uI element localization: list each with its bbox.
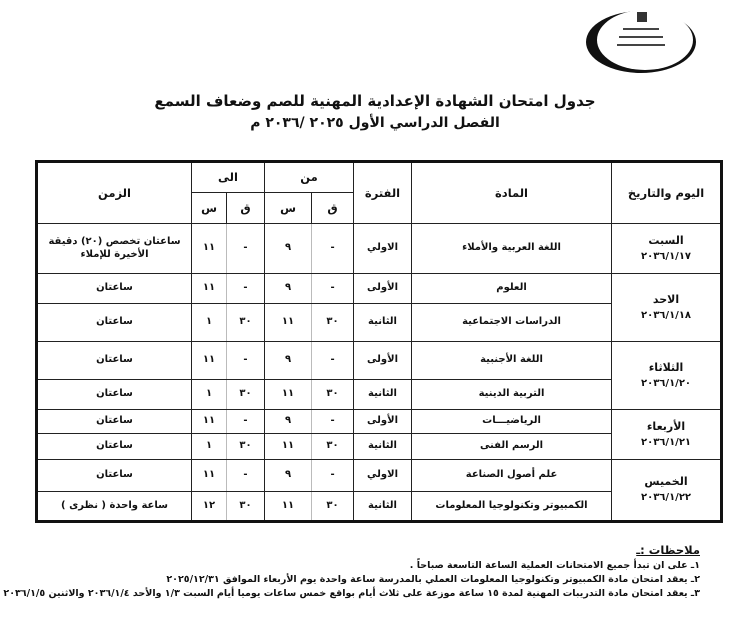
duration-cell: ساعة واحدة ( نظرى )	[37, 492, 192, 522]
day-name: السبت	[648, 233, 684, 247]
period-cell: الاولي	[354, 224, 412, 274]
from-hour-cell: ٩	[265, 274, 312, 304]
subject-cell: اللغة العربية والأملاء	[412, 224, 612, 274]
subject-cell: الرياضيـــات	[412, 410, 612, 434]
note-item: ٢ـ يعقد امتحان مادة الكمبيوتر وتكنولوجيا المعلومات العملي بالمدرسة ساعة واحدة يوم الأربعاء الموافق ٢٠٢٥/١٢/٣١	[166, 574, 700, 585]
header-subject: المادة	[412, 162, 612, 224]
table-row	[37, 274, 722, 304]
day-date: ٢٠٣٦/١/٢١	[641, 436, 692, 448]
day-date: ٢٠٣٦/١/١٧	[641, 250, 692, 262]
from-minute-cell: -	[312, 224, 354, 274]
table-row	[37, 410, 722, 434]
duration-cell: ساعتان تخصص (٢٠) دقيقة الأخيرة للإملاء	[37, 224, 192, 274]
subject-cell: العلوم	[412, 274, 612, 304]
subject-cell: الكمبيوتر وتكنولوجيا المعلومات	[412, 492, 612, 522]
note-item: ٣ـ يعقد امتحان مادة التدريبات المهنية لمدة ١٥ ساعة موزعة على ثلاث أيام بواقع خمس ساعات يوميا أيام السبت ١/٣ والأحد ٢٠٣٦/١/٤ والاثنين ٢٠٣٦/١/٥	[3, 588, 700, 599]
from-hour-cell: ١١	[265, 380, 312, 410]
to-hour-cell: ١١	[192, 274, 227, 304]
day-name: الثلاثاء	[648, 360, 684, 374]
to-minute-cell: ٣٠	[227, 304, 265, 342]
exam-schedule-table	[35, 160, 723, 523]
header-to-hour: س	[192, 193, 227, 224]
subject-cell: اللغة الأجنبية	[412, 342, 612, 380]
subject-cell: الدراسات الاجتماعية	[412, 304, 612, 342]
to-minute-cell: -	[227, 274, 265, 304]
subject-cell: علم أصول الصناعة	[412, 460, 612, 492]
ministry-logo	[583, 6, 699, 74]
header-from-hour: س	[265, 193, 312, 224]
day-cell	[612, 460, 722, 522]
from-hour-cell: ١١	[265, 434, 312, 460]
day-date: ٢٠٣٦/١/١٨	[641, 309, 692, 321]
to-minute-cell: -	[227, 460, 265, 492]
to-hour-cell: ١٢	[192, 492, 227, 522]
from-minute-cell: -	[312, 342, 354, 380]
day-cell	[612, 342, 722, 410]
from-minute-cell: -	[312, 274, 354, 304]
day-cell	[612, 224, 722, 274]
from-hour-cell: ١١	[265, 492, 312, 522]
period-cell: الأولى	[354, 342, 412, 380]
to-hour-cell: ١١	[192, 342, 227, 380]
period-cell: الثانية	[354, 380, 412, 410]
duration-cell: ساعتان	[37, 274, 192, 304]
period-cell: الأولى	[354, 274, 412, 304]
header-period: الفترة	[354, 162, 412, 224]
duration-cell: ساعتان	[37, 380, 192, 410]
from-minute-cell: ٣٠	[312, 492, 354, 522]
to-minute-cell: ٣٠	[227, 380, 265, 410]
from-hour-cell: ٩	[265, 460, 312, 492]
document-title: جدول امتحان الشهادة الإعدادية المهنية للصم وضعاف السمع	[154, 92, 596, 110]
to-hour-cell: ١	[192, 380, 227, 410]
duration-cell: ساعتان	[37, 460, 192, 492]
header-day: اليوم والتاريخ	[612, 162, 722, 224]
day-name: الأربعاء	[646, 419, 686, 433]
to-hour-cell: ١	[192, 304, 227, 342]
period-cell: الأولى	[354, 410, 412, 434]
to-minute-cell: -	[227, 410, 265, 434]
to-minute-cell: ٣٠	[227, 492, 265, 522]
from-minute-cell: ٣٠	[312, 304, 354, 342]
subject-cell: الرسم الفنى	[412, 434, 612, 460]
header-from: من	[265, 162, 354, 193]
table-row	[37, 224, 722, 274]
to-hour-cell: ١١	[192, 410, 227, 434]
to-hour-cell: ١	[192, 434, 227, 460]
from-minute-cell: ٣٠	[312, 380, 354, 410]
duration-cell: ساعتان	[37, 342, 192, 380]
day-cell	[612, 274, 722, 342]
day-date: ٢٠٣٦/١/٢٢	[641, 492, 692, 504]
to-hour-cell: ١١	[192, 224, 227, 274]
period-cell: الثانية	[354, 304, 412, 342]
header-duration: الزمن	[37, 162, 192, 224]
from-hour-cell: ٩	[265, 224, 312, 274]
day-name: الخميس	[644, 475, 688, 489]
document-subtitle: الفصل الدراسي الأول ٢٠٢٥ /٢٠٣٦ م	[250, 115, 500, 131]
table-row	[37, 460, 722, 492]
duration-cell: ساعتان	[37, 304, 192, 342]
from-hour-cell: ١١	[265, 304, 312, 342]
from-minute-cell: -	[312, 460, 354, 492]
duration-cell: ساعتان	[37, 434, 192, 460]
header-to: الى	[192, 162, 265, 193]
to-minute-cell: ٣٠	[227, 434, 265, 460]
day-cell	[612, 410, 722, 460]
notes-section	[0, 543, 700, 599]
note-item: ١ـ على ان تبدأ جميع الامتحانات العملية الساعة التاسعة صباحاً .	[409, 560, 700, 571]
period-cell: الثانية	[354, 492, 412, 522]
to-minute-cell: -	[227, 224, 265, 274]
table-row	[37, 342, 722, 380]
from-minute-cell: -	[312, 410, 354, 434]
to-minute-cell: -	[227, 342, 265, 380]
day-date: ٢٠٣٦/١/٢٠	[641, 377, 692, 389]
from-hour-cell: ٩	[265, 342, 312, 380]
header-from-minute: ق	[312, 193, 354, 224]
period-cell: الثانية	[354, 434, 412, 460]
notes-title: ملاحظات :ـ	[636, 543, 700, 557]
duration-cell: ساعتان	[37, 410, 192, 434]
eagle-emblem-icon	[637, 12, 647, 22]
subject-cell: التربية الدينية	[412, 380, 612, 410]
day-name: الاحد	[652, 292, 680, 306]
header-to-minute: ق	[227, 193, 265, 224]
to-hour-cell: ١١	[192, 460, 227, 492]
from-minute-cell: ٣٠	[312, 434, 354, 460]
from-hour-cell: ٩	[265, 410, 312, 434]
period-cell: الاولي	[354, 460, 412, 492]
